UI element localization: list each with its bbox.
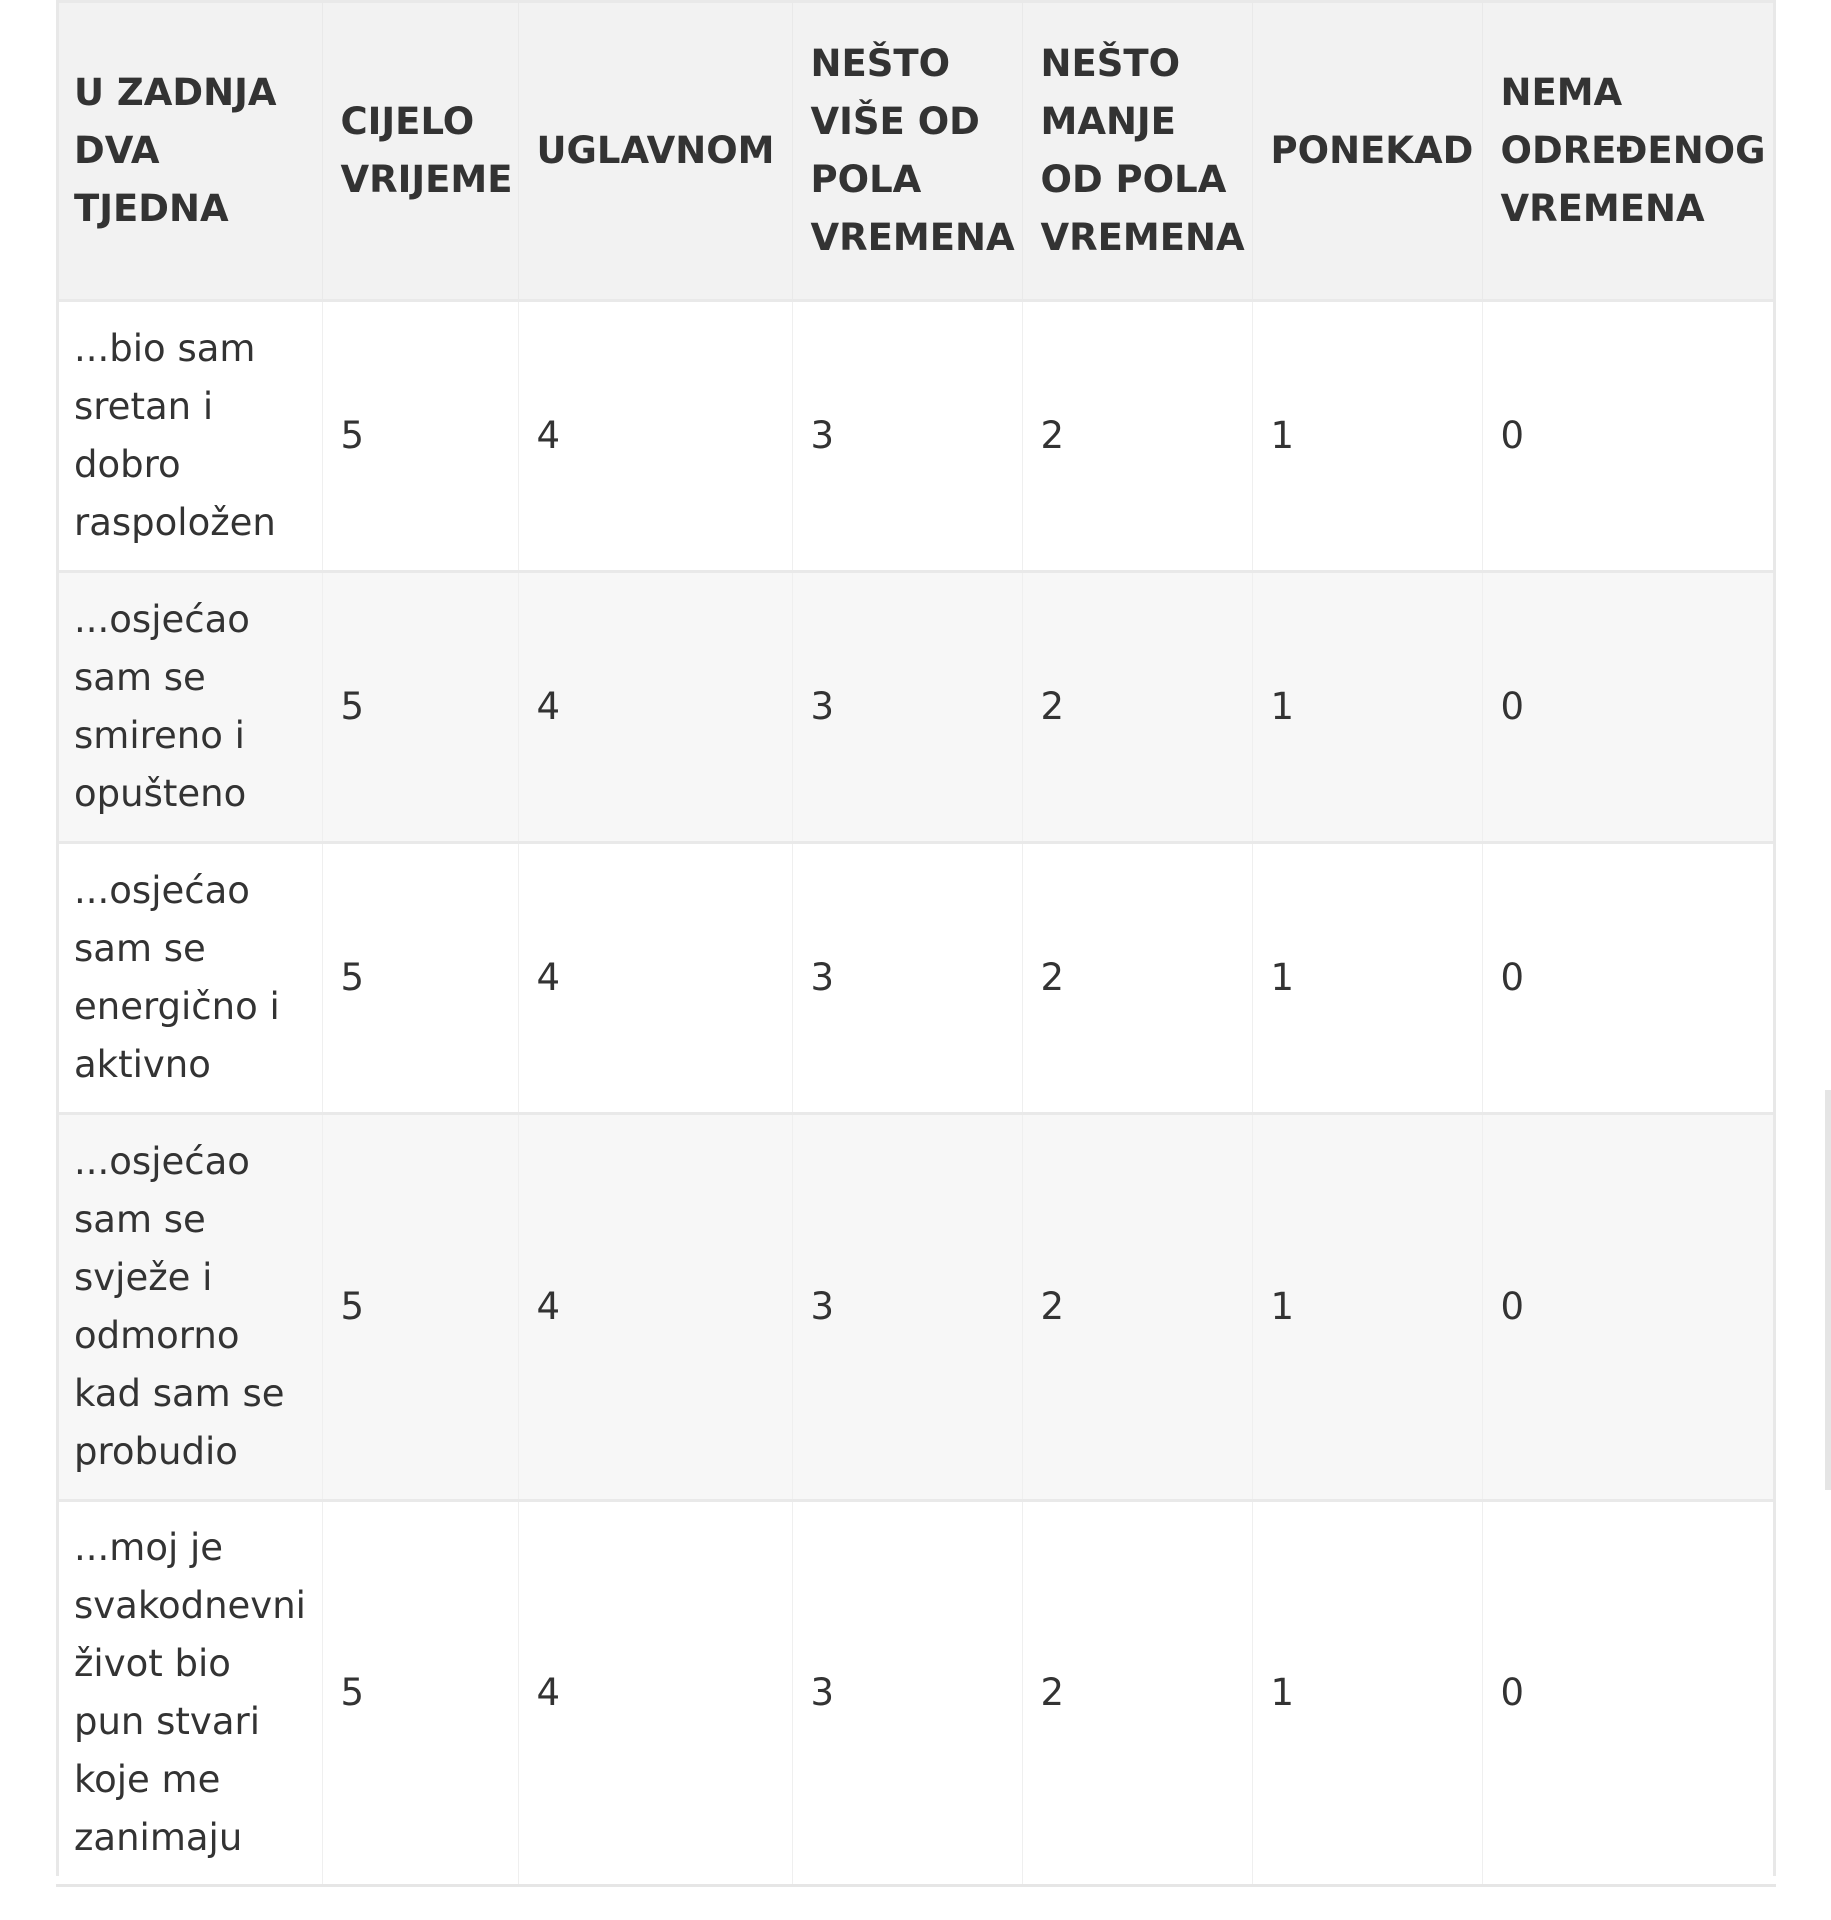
score-cell: 0 xyxy=(1482,572,1776,843)
row-label: ...bio sam sretan i dobro raspoložen xyxy=(56,301,322,572)
score-cell: 0 xyxy=(1482,1501,1776,1886)
score-cell: 3 xyxy=(792,301,1022,572)
table-row xyxy=(56,843,1776,1114)
score-cell: 5 xyxy=(322,1501,518,1886)
header-all-the-time: CIJELO VRIJEME xyxy=(322,2,518,301)
score-cell: 1 xyxy=(1252,572,1482,843)
row-label: ...osjećao sam se svježe i odmorno kad sam se probudio xyxy=(56,1114,322,1501)
score-cell: 1 xyxy=(1252,1501,1482,1886)
score-cell: 4 xyxy=(518,843,792,1114)
table-row xyxy=(56,1114,1776,1501)
header-row xyxy=(56,2,1776,301)
score-cell: 4 xyxy=(518,1501,792,1886)
page-edge-divider xyxy=(1825,1090,1831,1490)
score-cell: 4 xyxy=(518,572,792,843)
header-more-than-half: NEŠTO VIŠE OD POLA VREMENA xyxy=(792,2,1022,301)
table-row xyxy=(56,1501,1776,1886)
table-header xyxy=(56,2,1776,301)
wellbeing-table xyxy=(56,0,1776,1887)
score-cell: 2 xyxy=(1022,572,1252,843)
score-cell: 3 xyxy=(792,572,1022,843)
wellbeing-table-container xyxy=(56,0,1776,1887)
score-cell: 1 xyxy=(1252,843,1482,1114)
score-cell: 2 xyxy=(1022,301,1252,572)
table-row xyxy=(56,301,1776,572)
header-less-than-half: NEŠTO MANJE OD POLA VREMENA xyxy=(1022,2,1252,301)
score-cell: 2 xyxy=(1022,843,1252,1114)
score-cell: 1 xyxy=(1252,1114,1482,1501)
header-at-no-time: NEMA ODREĐENOG VREMENA xyxy=(1482,2,1776,301)
score-cell: 0 xyxy=(1482,1114,1776,1501)
row-label: ...osjećao sam se smireno i opušteno xyxy=(56,572,322,843)
score-cell: 4 xyxy=(518,1114,792,1501)
score-cell: 2 xyxy=(1022,1114,1252,1501)
score-cell: 3 xyxy=(792,1114,1022,1501)
score-cell: 4 xyxy=(518,301,792,572)
score-cell: 5 xyxy=(322,1114,518,1501)
table-body xyxy=(56,301,1776,1886)
score-cell: 0 xyxy=(1482,301,1776,572)
header-mostly: UGLAVNOM xyxy=(518,2,792,301)
score-cell: 0 xyxy=(1482,843,1776,1114)
score-cell: 5 xyxy=(322,301,518,572)
score-cell: 3 xyxy=(792,843,1022,1114)
header-sometimes: PONEKAD xyxy=(1252,2,1482,301)
score-cell: 2 xyxy=(1022,1501,1252,1886)
header-period: U ZADNJA DVA TJEDNA xyxy=(56,2,322,301)
score-cell: 5 xyxy=(322,843,518,1114)
score-cell: 1 xyxy=(1252,301,1482,572)
table-row xyxy=(56,572,1776,843)
row-label: ...moj je svakodnevni život bio pun stvari koje me zanimaju xyxy=(56,1501,322,1886)
row-label: ...osjećao sam se energično i aktivno xyxy=(56,843,322,1114)
score-cell: 5 xyxy=(322,572,518,843)
score-cell: 3 xyxy=(792,1501,1022,1886)
